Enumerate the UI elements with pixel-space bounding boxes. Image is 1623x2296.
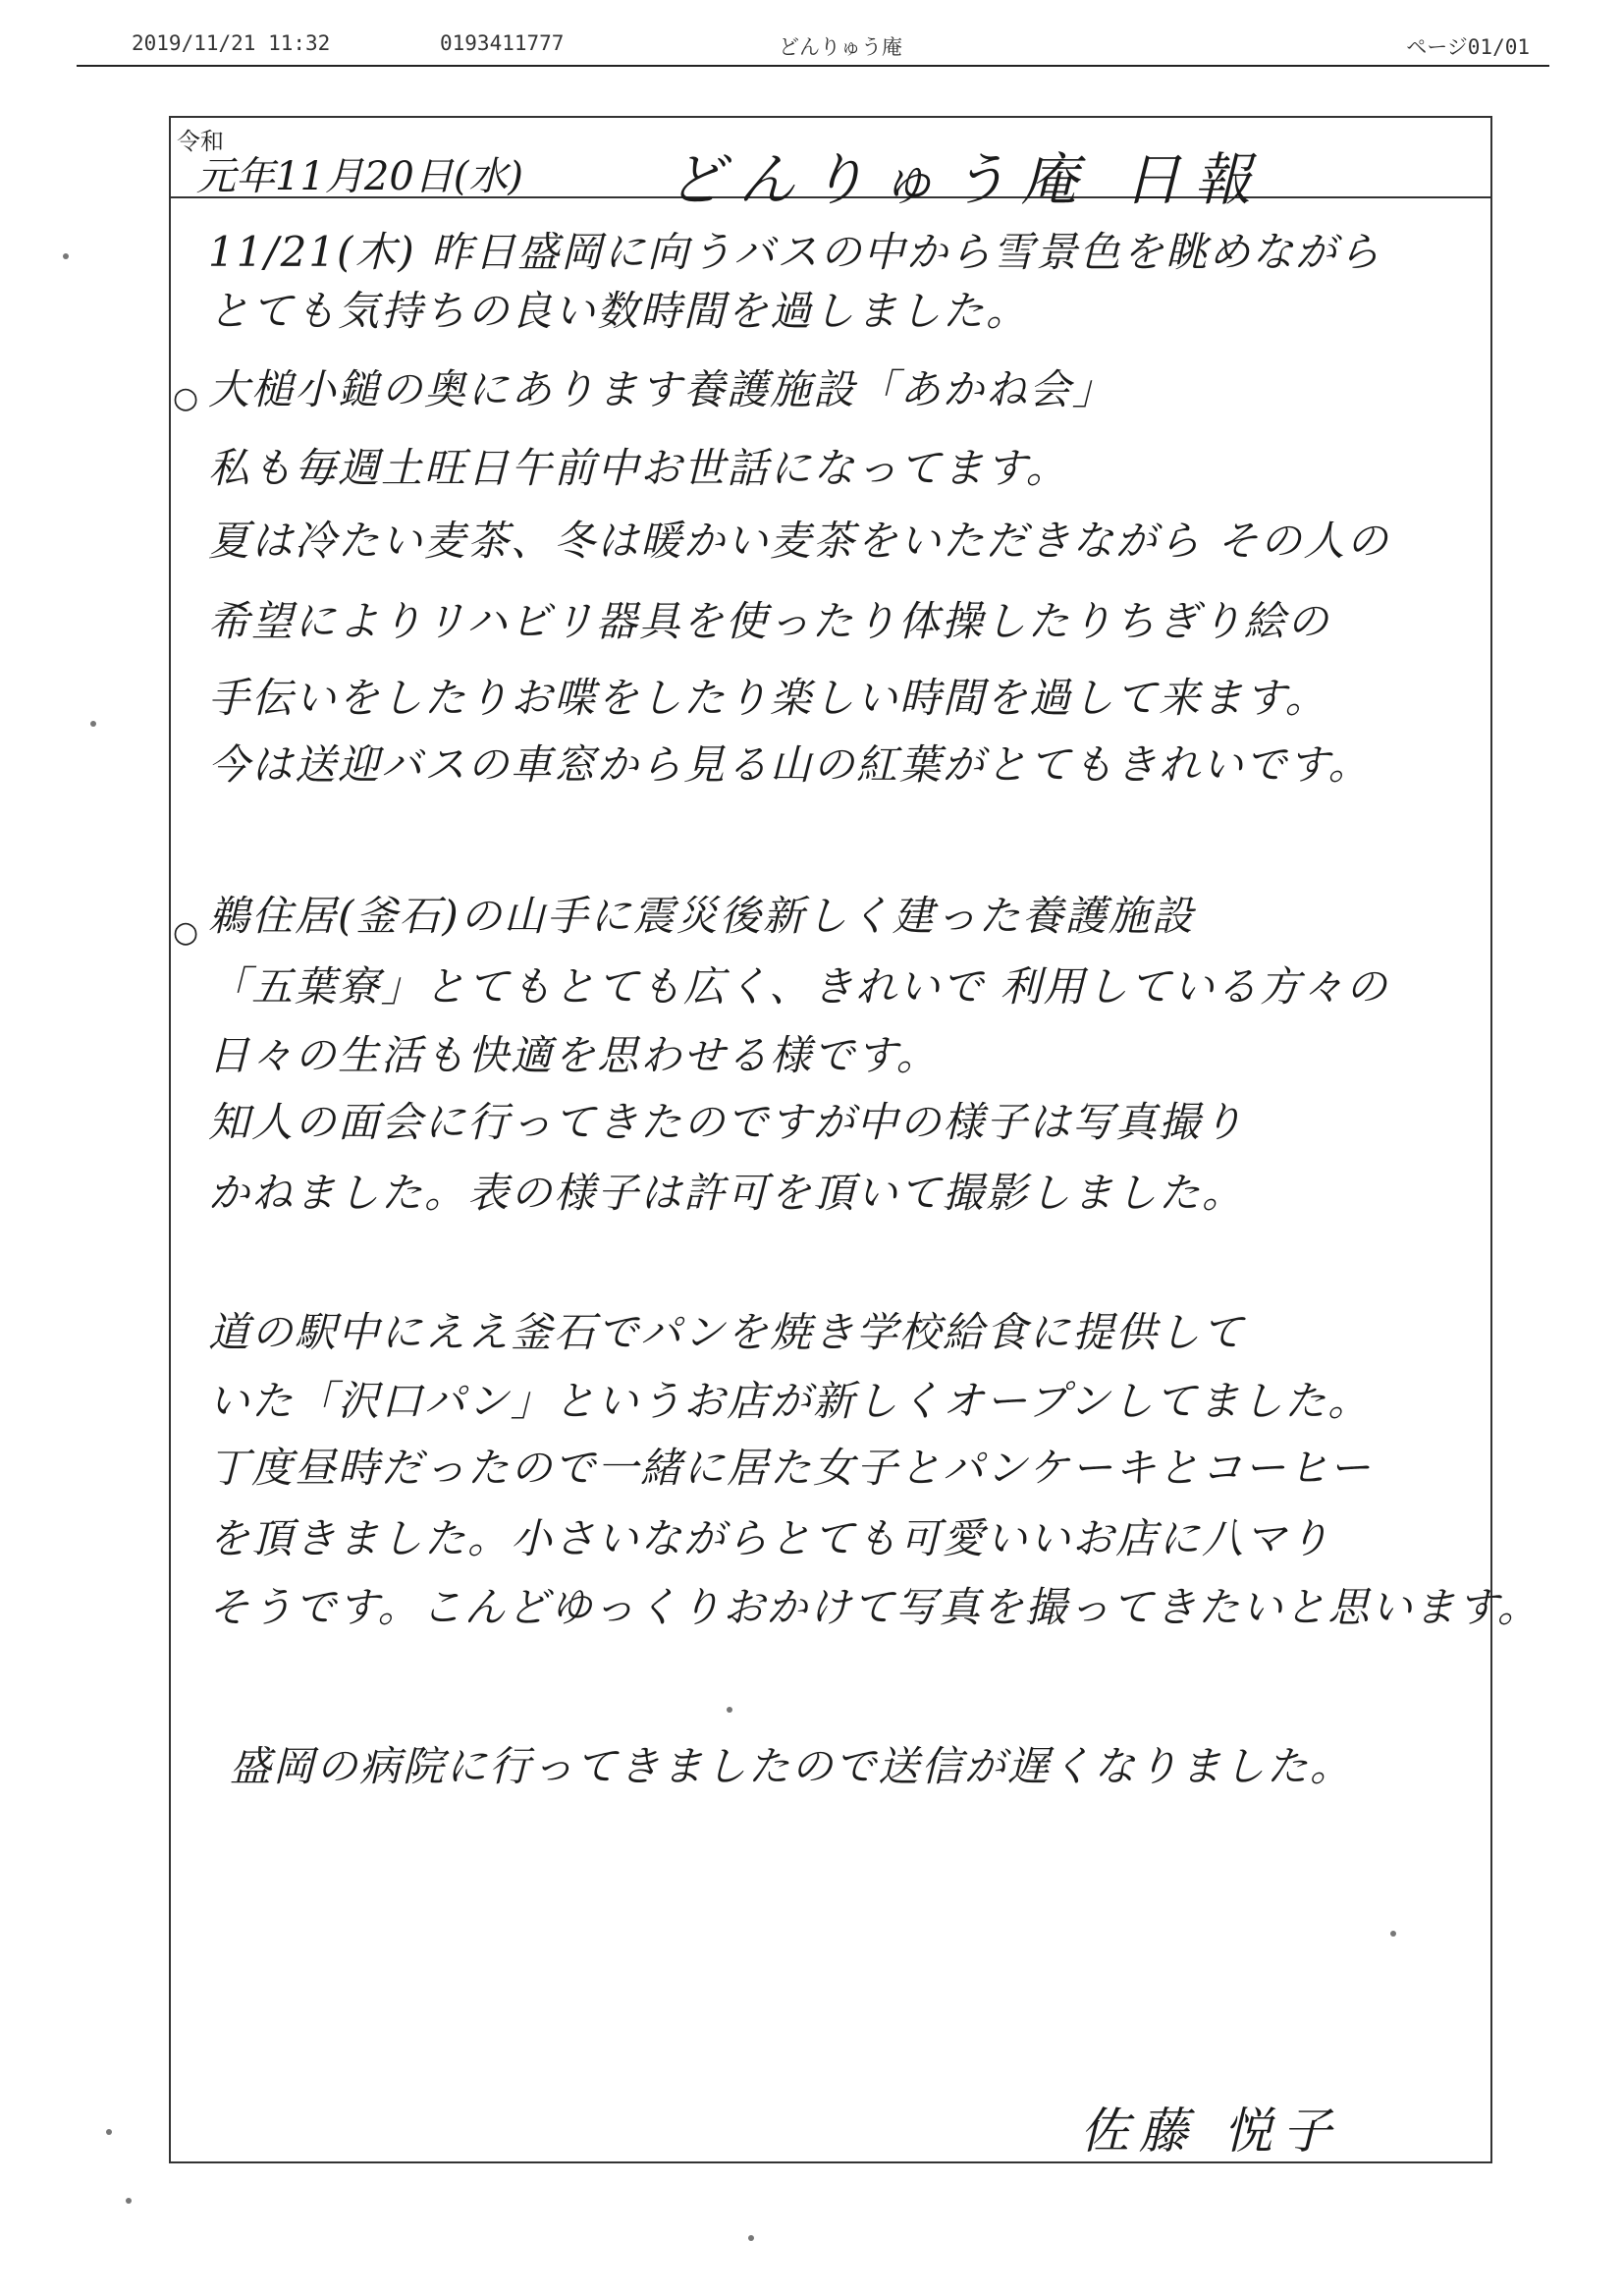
fax-header [77,27,1549,67]
body-line: いた「沢口パン」というお店が新しくオープンしてました。 [208,1377,1372,1425]
diary-date: 元年11月20日(水) [196,154,524,199]
body-line: 11/21(木) 昨日盛岡に向うバスの中から雪景色を眺めながら [208,228,1382,276]
scan-speck [90,721,96,727]
scan-speck [106,2129,112,2135]
body-line: 道の駅中にええ釜石でパンを焼き学校給食に提供して [208,1308,1246,1356]
body-line: 私も毎週土旺日午前中お世話になってます。 [208,444,1069,492]
body-line: 大槌小鎚の奥にあります養護施設「あかね会」 [208,365,1116,413]
scan-speck [727,1707,732,1713]
body-line: 知人の面会に行ってきたのですが中の様子は写真撮り [208,1098,1246,1146]
body-line: かねました。表の様子は許可を頂いて撮影しました。 [208,1169,1246,1217]
body-line: 丁度昼時だったので一緒に居た女子とパンケーキとコーヒー [208,1444,1373,1492]
body-line: 夏は冷たい麦茶、冬は暖かい麦茶をいただきながら その人の [208,517,1390,565]
fax-number: 0193411777 [440,31,565,55]
diary-title: どんりゅう庵 日報 [668,146,1266,213]
fax-datetime: 2019/11/21 11:32 [132,31,331,55]
body-line: 今は送迎バスの車窓から見る山の紅葉がとてもきれいです。 [208,740,1372,789]
scan-speck [1390,1931,1396,1937]
bullet-marker: ○ [173,915,199,950]
bullet-marker: ○ [173,381,199,415]
body-line: を頂きました。小さいながらとても可愛いいお店に八マり [208,1514,1332,1562]
fax-sender: どんりゅう庵 [779,35,902,59]
body-line: そうです。こんどゆっくりおかけて写真を撮ってきたいと思います。 [208,1583,1541,1631]
scan-speck [748,2235,754,2241]
body-line: とても気持ちの良い数時間を過しました。 [208,287,1030,335]
body-line: 「五葉寮」とてもとても広く、きれいで 利用している方々の [208,962,1389,1011]
scan-speck [63,253,69,259]
body-line: 希望によりリハビリ器具を使ったり体操したりちぎり絵の [208,597,1330,645]
fax-page-indicator: ページ01/01 [1406,35,1530,59]
era-label: 令和 [177,128,224,155]
body-line: 盛岡の病院に行ってきましたので送信が遅くなりました。 [230,1742,1354,1790]
signature: 佐藤 悦子 [1080,2103,1341,2159]
scan-speck [126,2198,132,2204]
body-line: 鵜住居(釜石)の山手に震災後新しく建った養護施設 [208,892,1195,940]
body-line: 日々の生活も快適を思わせる様です。 [208,1031,940,1079]
body-line: 手伝いをしたりお喋をしたり楽しい時間を過して来ます。 [208,674,1328,722]
